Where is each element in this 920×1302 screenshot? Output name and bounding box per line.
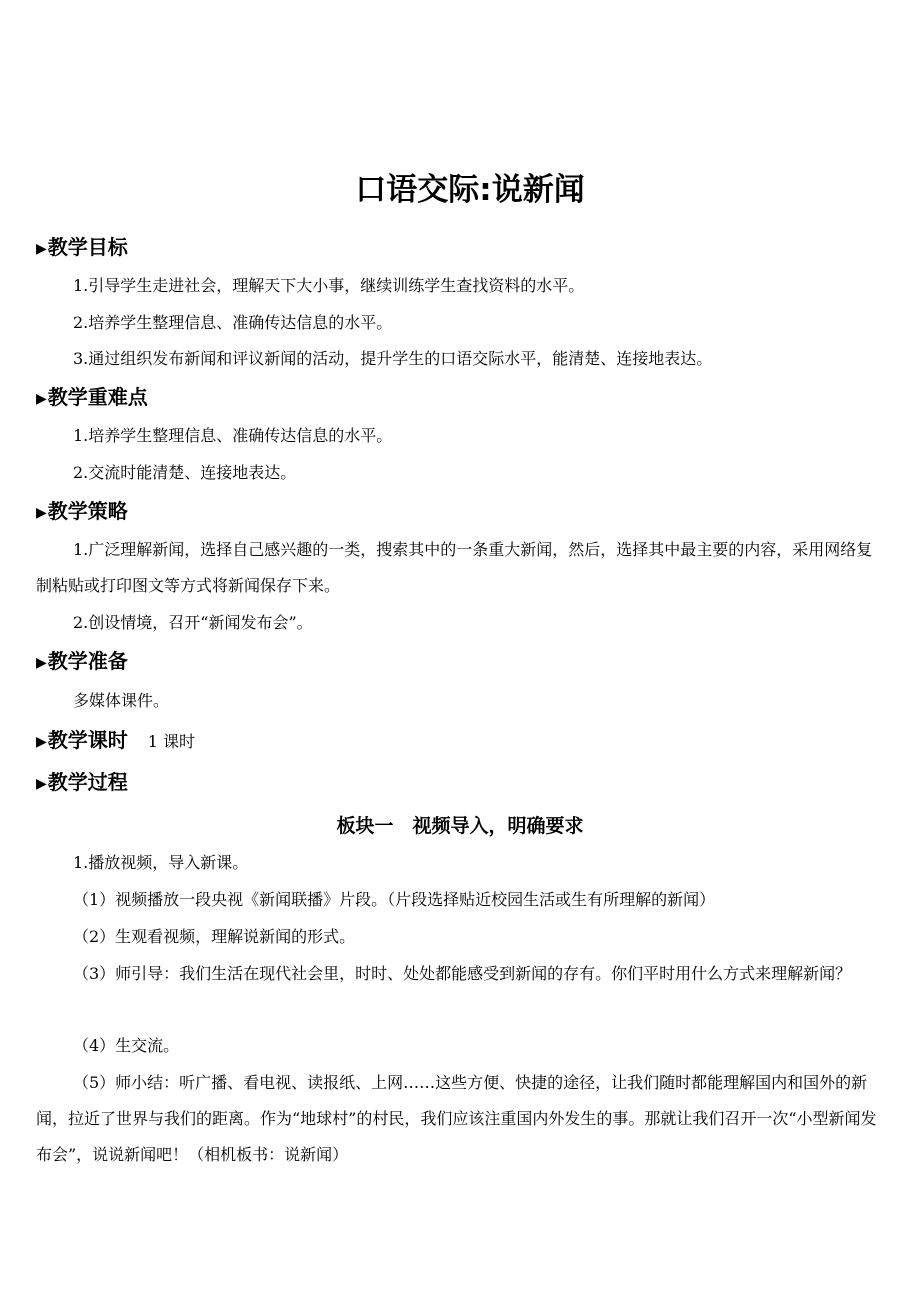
section-heading-strategy xyxy=(36,496,128,526)
document-title: 口语交际:说新闻 xyxy=(355,172,585,208)
paragraph: 2.培养学生整理信息、准确传达信息的水平。 xyxy=(73,313,393,332)
paragraph: （3）师引导：我们生活在现代社会里，时时、处处都能感受到新闻的存有。你们平时用什么方式来理解新闻？ xyxy=(73,964,852,983)
section-heading-hours xyxy=(36,725,195,755)
section-heading-process xyxy=(36,767,128,797)
class-hours-value: 1 课时 xyxy=(147,732,196,751)
paragraph: （1）视频播放一段央视《新闻联播》片段。（片段选择贴近校园生活或生有所理解的新闻） xyxy=(73,890,716,909)
paragraph: （2）生观看视频，理解说新闻的形式。 xyxy=(73,927,356,946)
triangle-bullet-icon: ▶ xyxy=(36,504,47,521)
triangle-bullet-icon: ▶ xyxy=(36,390,47,407)
triangle-bullet-icon: ▶ xyxy=(36,654,47,671)
triangle-bullet-icon: ▶ xyxy=(36,240,47,257)
section-heading-text: 教学课时 xyxy=(47,728,128,752)
paragraph: 1.引导学生走进社会，理解天下大小事，继续训练学生查找资料的水平。 xyxy=(73,276,585,295)
section-heading-text: 教学过程 xyxy=(47,770,128,794)
section-heading-goals xyxy=(36,232,128,262)
paragraph: 1.广泛理解新闻，选择自己感兴趣的一类，搜索其中的一条重大新闻，然后，选择其中最主要的内容，采用网络复制粘贴或打印图文等方式将新闻保存下来。 xyxy=(36,540,873,595)
paragraph: 多媒体课件。 xyxy=(73,691,170,710)
paragraph: 2.创设情境，召开“新闻发布会”。 xyxy=(73,613,313,632)
section-heading-preparation xyxy=(36,646,128,676)
section-heading-text: 教学策略 xyxy=(47,499,128,523)
section-heading-text: 教学重难点 xyxy=(47,385,148,409)
triangle-bullet-icon: ▶ xyxy=(36,733,47,750)
section-heading-text: 教学目标 xyxy=(47,235,128,259)
section-heading-key-points xyxy=(36,382,148,412)
triangle-bullet-icon: ▶ xyxy=(36,775,47,792)
paragraph: 1.播放视频，导入新课。 xyxy=(73,853,249,872)
paragraph: 3.通过组织发布新闻和评议新闻的活动，提升学生的口语交际水平，能清楚、连接地表达。 xyxy=(73,349,713,368)
paragraph: 2.交流时能清楚、连接地表达。 xyxy=(73,463,297,482)
block-title: 板块一 视频导入，明确要求 xyxy=(336,815,584,837)
paragraph: （4）生交流。 xyxy=(73,1036,180,1055)
paragraph: 1.培养学生整理信息、准确传达信息的水平。 xyxy=(73,426,393,445)
section-heading-text: 教学准备 xyxy=(47,649,128,673)
paragraph: （5）师小结：听广播、看电视、读报纸、上网……这些方便、快捷的途径，让我们随时都能理解国内和国外的新闻，拉近了世界与我们的距离。作为“地球村”的村民，我们应该注重国内外发生的事。那就让我们召开一次“小型新闻发布会”，说说新闻吧！（相机板书：说新闻） xyxy=(36,1073,877,1164)
